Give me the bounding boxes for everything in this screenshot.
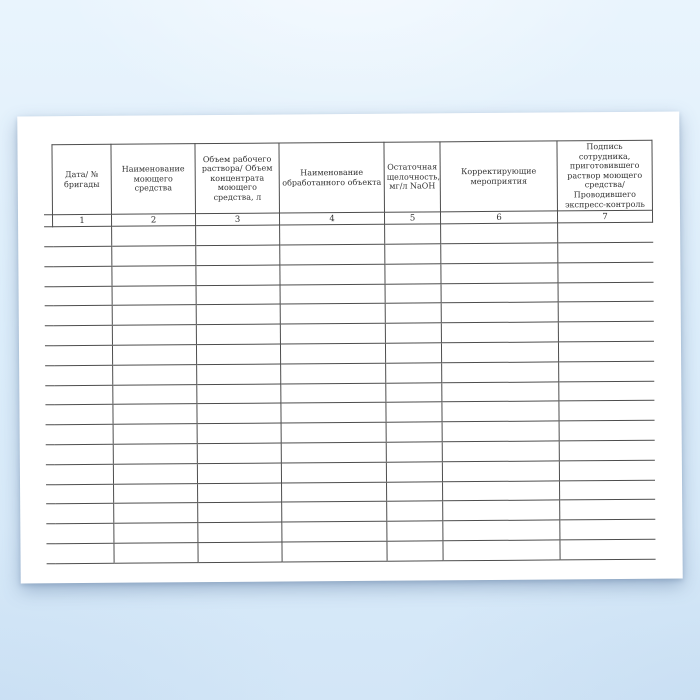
empty-cell	[558, 282, 653, 303]
empty-cell	[385, 323, 441, 343]
empty-cell	[385, 303, 441, 323]
empty-cell	[53, 286, 112, 306]
empty-cell	[197, 423, 281, 443]
empty-cell	[442, 421, 559, 442]
column-header-treated-object: Наименование обработанного объекта	[279, 142, 385, 213]
empty-cell	[441, 223, 558, 244]
empty-cell	[197, 403, 281, 423]
table-row	[55, 539, 655, 563]
empty-cell	[197, 364, 281, 384]
empty-cell	[54, 365, 113, 385]
empty-cell	[385, 343, 441, 363]
column-number-7: 7	[557, 210, 652, 223]
empty-cell	[282, 482, 387, 503]
empty-cell	[55, 484, 114, 504]
empty-cell	[441, 243, 558, 264]
empty-cell	[442, 401, 559, 422]
empty-cell	[113, 444, 197, 464]
table-body	[53, 222, 656, 563]
empty-cell	[441, 263, 558, 284]
empty-cell	[386, 442, 442, 462]
empty-cell	[55, 523, 114, 543]
empty-cell	[386, 382, 442, 402]
empty-cell	[54, 464, 113, 484]
column-header-date-brigade: Дата/ № бригады	[52, 144, 112, 215]
empty-cell	[53, 266, 112, 286]
empty-cell	[441, 282, 558, 303]
empty-cell	[197, 463, 281, 483]
empty-cell	[281, 462, 386, 483]
empty-cell	[196, 265, 280, 285]
empty-cell	[441, 322, 558, 343]
empty-cell	[198, 522, 282, 542]
empty-cell	[113, 404, 197, 424]
column-number-1: 1	[52, 214, 111, 226]
column-number-3: 3	[195, 213, 279, 226]
empty-cell	[282, 502, 387, 523]
empty-cell	[559, 401, 654, 422]
empty-cell	[387, 541, 443, 561]
empty-cell	[442, 441, 559, 462]
empty-cell	[442, 461, 559, 482]
empty-cell	[197, 384, 281, 404]
empty-cell	[113, 384, 197, 404]
empty-cell	[281, 442, 386, 463]
empty-cell	[53, 325, 112, 345]
empty-cell	[441, 302, 558, 323]
empty-cell	[112, 265, 196, 285]
empty-cell	[196, 304, 280, 324]
column-number-4: 4	[279, 212, 384, 225]
empty-cell	[387, 481, 443, 501]
empty-cell	[559, 440, 654, 461]
header-row	[52, 140, 653, 215]
empty-cell	[196, 324, 280, 344]
document-sheet	[17, 112, 682, 584]
empty-cell	[198, 483, 282, 503]
empty-cell	[441, 342, 558, 363]
empty-cell	[282, 541, 387, 562]
empty-cell	[280, 224, 385, 245]
empty-cell	[113, 463, 197, 483]
empty-cell	[281, 422, 386, 443]
empty-cell	[112, 226, 196, 246]
empty-cell	[53, 226, 112, 246]
empty-cell	[558, 341, 653, 362]
empty-cell	[280, 264, 385, 285]
empty-cell	[114, 543, 198, 563]
empty-cell	[559, 460, 654, 481]
empty-cell	[280, 284, 385, 305]
empty-cell	[54, 424, 113, 444]
empty-cell	[559, 361, 654, 382]
empty-cell	[112, 305, 196, 325]
column-number-5: 5	[384, 212, 440, 224]
empty-cell	[280, 304, 385, 325]
empty-cell	[385, 224, 441, 244]
empty-cell	[54, 405, 113, 425]
empty-cell	[280, 244, 385, 265]
empty-cell	[386, 363, 442, 383]
empty-cell	[386, 462, 442, 482]
empty-cell	[560, 519, 655, 540]
empty-cell	[112, 325, 196, 345]
empty-cell	[53, 306, 112, 326]
empty-cell	[560, 539, 655, 560]
empty-cell	[197, 443, 281, 463]
empty-cell	[54, 444, 113, 464]
empty-cell	[55, 504, 114, 524]
empty-cell	[54, 385, 113, 405]
empty-cell	[560, 480, 655, 501]
empty-cell	[442, 362, 559, 383]
empty-cell	[386, 402, 442, 422]
empty-cell	[386, 422, 442, 442]
empty-cell	[114, 523, 198, 543]
empty-cell	[385, 244, 441, 264]
empty-cell	[385, 264, 441, 284]
empty-cell	[442, 381, 559, 402]
empty-cell	[196, 285, 280, 305]
empty-cell	[443, 500, 560, 521]
empty-cell	[443, 520, 560, 541]
empty-cell	[558, 262, 653, 283]
empty-cell	[558, 302, 653, 323]
empty-cell	[55, 543, 114, 563]
empty-cell	[53, 345, 112, 365]
empty-cell	[112, 246, 196, 266]
empty-cell	[558, 242, 653, 263]
empty-cell	[281, 363, 386, 384]
empty-cell	[198, 502, 282, 522]
column-header-signature: Подпись сотрудника, приготовившего раствор моющего средства/ Проводившего экспресс-контроль	[557, 140, 653, 211]
empty-cell	[280, 323, 385, 344]
empty-cell	[53, 246, 112, 266]
table-header	[52, 140, 653, 227]
empty-cell	[112, 345, 196, 365]
empty-cell	[387, 501, 443, 521]
empty-cell	[560, 500, 655, 521]
empty-cell	[559, 420, 654, 441]
column-number-2: 2	[111, 214, 195, 227]
empty-cell	[113, 424, 197, 444]
column-header-solution-volume: Объем рабочего раствора/ Объем концентрата моющего средства, л	[195, 143, 280, 214]
empty-cell	[281, 403, 386, 424]
empty-cell	[196, 225, 280, 245]
empty-cell	[443, 540, 560, 561]
column-header-detergent-name: Наименование моющего средства	[111, 144, 196, 215]
column-header-corrective-actions: Корректирующие мероприятия	[440, 141, 558, 212]
column-header-residual-alkalinity: Остаточная щелочность, мг/л NaOH	[384, 142, 441, 213]
empty-cell	[282, 521, 387, 542]
empty-cell	[387, 521, 443, 541]
empty-cell	[114, 503, 198, 523]
empty-cell	[198, 542, 282, 562]
column-number-6: 6	[440, 211, 557, 224]
empty-cell	[280, 343, 385, 364]
empty-cell	[196, 344, 280, 364]
empty-cell	[558, 222, 653, 243]
empty-cell	[113, 364, 197, 384]
empty-cell	[112, 285, 196, 305]
empty-cell	[114, 483, 198, 503]
empty-cell	[196, 245, 280, 265]
empty-cell	[385, 283, 441, 303]
cleaning-log-table	[51, 140, 655, 564]
empty-cell	[559, 381, 654, 402]
empty-cell	[443, 480, 560, 501]
empty-cell	[281, 383, 386, 404]
empty-cell	[558, 321, 653, 342]
